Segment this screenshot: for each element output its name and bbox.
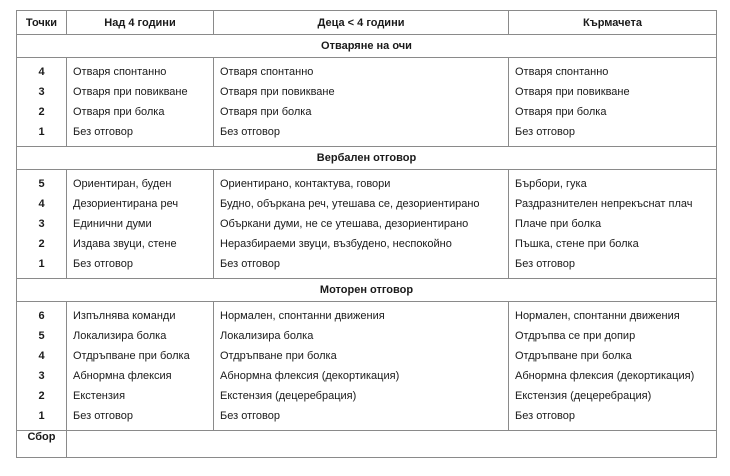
header-infants: Кърмачета [509,11,717,35]
section-title: Моторен отговор [17,279,717,302]
over-4-years-cell: Ориентиран, буден [67,170,214,195]
children-under-4-cell: Локализира болка [214,326,509,346]
over-4-years-cell: Без отговор [67,406,214,431]
table-row [17,102,717,122]
over-4-years-cell: Екстензия [67,386,214,406]
children-under-4-cell: Отваря при повикване [214,82,509,102]
over-4-years-cell: Дезориентирана реч [67,194,214,214]
children-under-4-cell: Отваря при болка [214,102,509,122]
points-cell: 4 [17,346,67,366]
sum-value [67,431,717,458]
over-4-years-cell: Локализира болка [67,326,214,346]
section-title: Вербален отговор [17,147,717,170]
table-row [17,214,717,234]
points-cell: 2 [17,102,67,122]
children-under-4-cell: Объркани думи, не се утешава, дезориентирано [214,214,509,234]
points-cell: 5 [17,170,67,195]
points-cell: 2 [17,386,67,406]
section-group [17,279,717,431]
points-cell: 3 [17,82,67,102]
infants-cell: Пъшка, стене при болка [509,234,717,254]
infants-cell: Без отговор [509,406,717,431]
table-row [17,386,717,406]
points-cell: 3 [17,214,67,234]
section-title: Отваряне на очи [17,35,717,58]
infants-cell: Отдръпване при болка [509,346,717,366]
table-row [17,58,717,83]
infants-cell: Отваря спонтанно [509,58,717,83]
points-cell: 4 [17,194,67,214]
infants-cell: Отваря при болка [509,102,717,122]
section-header-row [17,279,717,302]
children-under-4-cell: Без отговор [214,122,509,147]
points-cell: 2 [17,234,67,254]
children-under-4-cell: Екстензия (децеребрация) [214,386,509,406]
infants-cell: Плаче при болка [509,214,717,234]
header-over-4-years: Над 4 години [67,11,214,35]
children-under-4-cell: Без отговор [214,406,509,431]
points-cell: 3 [17,366,67,386]
children-under-4-cell: Абнормна флексия (декортикация) [214,366,509,386]
infants-cell: Отваря при повикване [509,82,717,102]
table-row [17,406,717,431]
points-cell: 6 [17,302,67,327]
infants-cell: Абнормна флексия (декортикация) [509,366,717,386]
table-row [17,194,717,214]
section-header-row [17,147,717,170]
infants-cell: Екстензия (децеребрация) [509,386,717,406]
table-row [17,234,717,254]
over-4-years-cell: Отваря при повикване [67,82,214,102]
points-cell: 4 [17,58,67,83]
points-cell: 1 [17,122,67,147]
table-row [17,122,717,147]
table-row [17,170,717,195]
table-row [17,346,717,366]
over-4-years-cell: Без отговор [67,122,214,147]
infants-cell: Бърбори, гука [509,170,717,195]
infants-cell: Отдръпва се при допир [509,326,717,346]
over-4-years-cell: Абнормна флексия [67,366,214,386]
infants-cell: Без отговор [509,122,717,147]
children-under-4-cell: Отдръпване при болка [214,346,509,366]
children-under-4-cell: Будно, объркана реч, утешава се, дезориентирано [214,194,509,214]
over-4-years-cell: Единични думи [67,214,214,234]
over-4-years-cell: Без отговор [67,254,214,279]
infants-cell: Без отговор [509,254,717,279]
sum-label: Сбор [17,431,67,458]
table-row [17,302,717,327]
over-4-years-cell: Отдръпване при болка [67,346,214,366]
header-points: Точки [17,11,67,35]
section-group [17,147,717,279]
section-header-row [17,35,717,58]
header-children-under-4: Деца < 4 години [214,11,509,35]
header-row [17,11,717,35]
infants-cell: Нормален, спонтанни движения [509,302,717,327]
points-cell: 1 [17,254,67,279]
children-under-4-cell: Неразбираеми звуци, възбудено, неспокойно [214,234,509,254]
children-under-4-cell: Без отговор [214,254,509,279]
children-under-4-cell: Отваря спонтанно [214,58,509,83]
over-4-years-cell: Отваря спонтанно [67,58,214,83]
infants-cell: Раздразнителен непрекъснат плач [509,194,717,214]
table-row [17,254,717,279]
points-cell: 5 [17,326,67,346]
children-under-4-cell: Нормален, спонтанни движения [214,302,509,327]
table-row [17,366,717,386]
glasgow-coma-scale-table [16,10,717,458]
table-row [17,82,717,102]
children-under-4-cell: Ориентирано, контактува, говори [214,170,509,195]
sum-row [17,431,717,458]
over-4-years-cell: Изпълнява команди [67,302,214,327]
table-row [17,326,717,346]
section-group [17,35,717,147]
points-cell: 1 [17,406,67,431]
over-4-years-cell: Издава звуци, стене [67,234,214,254]
over-4-years-cell: Отваря при болка [67,102,214,122]
